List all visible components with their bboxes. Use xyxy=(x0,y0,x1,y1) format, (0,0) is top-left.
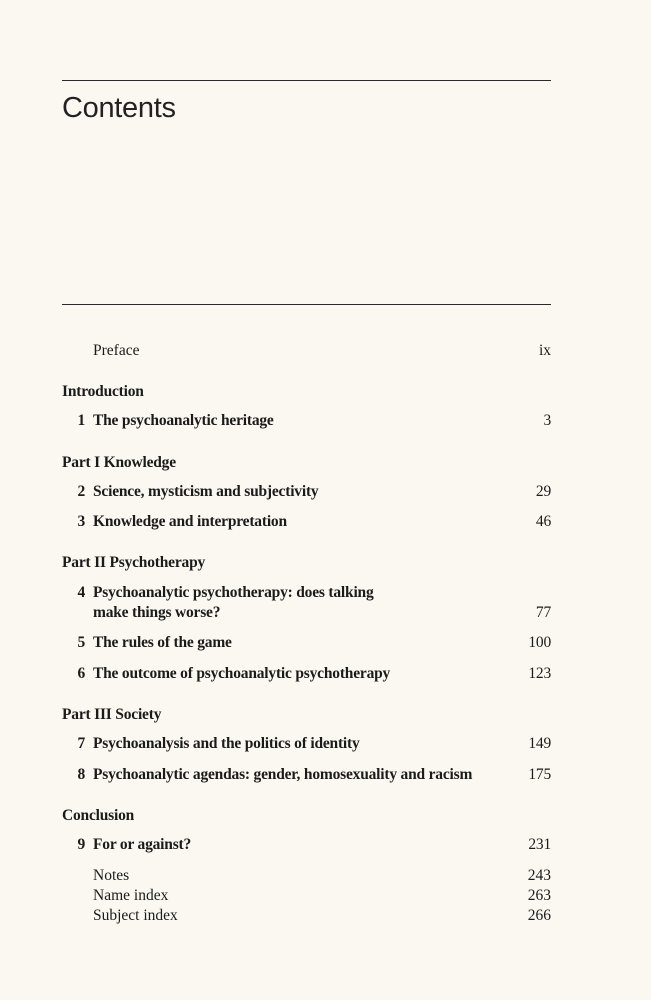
toc-entry-subject-index[interactable] xyxy=(62,906,551,926)
toc-entry-chapter-7[interactable] xyxy=(62,734,551,754)
chapter-title: The outcome of psychoanalytic psychotherapy xyxy=(93,665,391,682)
chapter-page: 100 xyxy=(528,634,551,651)
chapter-title: The rules of the game xyxy=(93,634,232,651)
chapter-title-continued: make things worse? xyxy=(93,604,221,621)
chapter-number: 8 xyxy=(77,766,85,783)
toc-entry-name-index[interactable] xyxy=(62,886,551,906)
chapter-title: Psychoanalytic agendas: gender, homosexuality and racism xyxy=(93,766,473,783)
section-heading-part-1 xyxy=(62,453,551,473)
toc-entry-chapter-8[interactable] xyxy=(62,765,551,785)
chapter-title: Psychoanalysis and the politics of identity xyxy=(93,735,360,752)
chapter-title: Knowledge and interpretation xyxy=(93,513,287,530)
chapter-page: 149 xyxy=(528,735,551,752)
section-label: Conclusion xyxy=(62,807,135,824)
chapter-page: 231 xyxy=(528,836,551,853)
toc-entry-chapter-1[interactable] xyxy=(62,411,551,431)
chapter-title: For or against? xyxy=(93,836,192,853)
toc-entry-chapter-4[interactable] xyxy=(62,583,551,603)
section-label: Part III Society xyxy=(62,706,162,723)
toc-entry-chapter-3[interactable] xyxy=(62,512,551,532)
entry-page: 263 xyxy=(527,887,551,904)
toc-entry-chapter-4-continued[interactable] xyxy=(62,603,551,623)
entry-title: Subject index xyxy=(93,907,178,924)
chapter-title: Psychoanalytic psychotherapy: does talking xyxy=(93,584,374,601)
section-heading-introduction xyxy=(62,382,551,402)
entry-page: 266 xyxy=(527,907,551,924)
entry-page: ix xyxy=(538,342,551,359)
section-heading-conclusion xyxy=(62,806,551,826)
chapter-number: 3 xyxy=(77,513,85,530)
chapter-number: 7 xyxy=(77,735,85,752)
top-rule xyxy=(62,80,551,81)
section-label: Part I Knowledge xyxy=(62,454,176,471)
chapter-number: 2 xyxy=(77,483,85,500)
chapter-number: 9 xyxy=(77,836,85,853)
chapter-title: The psychoanalytic heritage xyxy=(93,412,274,429)
toc-entry-preface[interactable] xyxy=(62,341,551,361)
chapter-number: 6 xyxy=(77,665,85,682)
toc-entry-chapter-5[interactable] xyxy=(62,633,551,653)
chapter-number: 5 xyxy=(77,634,85,651)
chapter-number: 1 xyxy=(77,412,85,429)
section-label: Part II Psychotherapy xyxy=(62,554,206,571)
toc-entry-chapter-2[interactable] xyxy=(62,482,551,502)
chapter-page: 123 xyxy=(528,665,551,682)
chapter-page: 46 xyxy=(535,513,551,530)
entry-title: Name index xyxy=(93,887,169,904)
section-label: Introduction xyxy=(62,383,144,400)
entry-page: 243 xyxy=(527,867,551,884)
chapter-page: 29 xyxy=(535,483,551,500)
toc-entry-notes[interactable] xyxy=(62,866,551,886)
toc-entry-chapter-9[interactable] xyxy=(62,835,551,855)
chapter-page: 3 xyxy=(543,412,551,429)
section-heading-part-3 xyxy=(62,705,551,725)
chapter-page: 77 xyxy=(535,604,551,621)
chapter-number: 4 xyxy=(77,584,85,601)
chapter-page: 175 xyxy=(528,766,551,783)
toc-entry-chapter-6[interactable] xyxy=(62,664,551,684)
section-heading-part-2 xyxy=(62,553,551,573)
entry-title: Notes xyxy=(93,867,130,884)
page-title: Contents xyxy=(62,92,176,124)
contents-rule xyxy=(62,304,551,305)
chapter-title: Science, mysticism and subjectivity xyxy=(93,483,319,500)
entry-title: Preface xyxy=(93,342,140,359)
